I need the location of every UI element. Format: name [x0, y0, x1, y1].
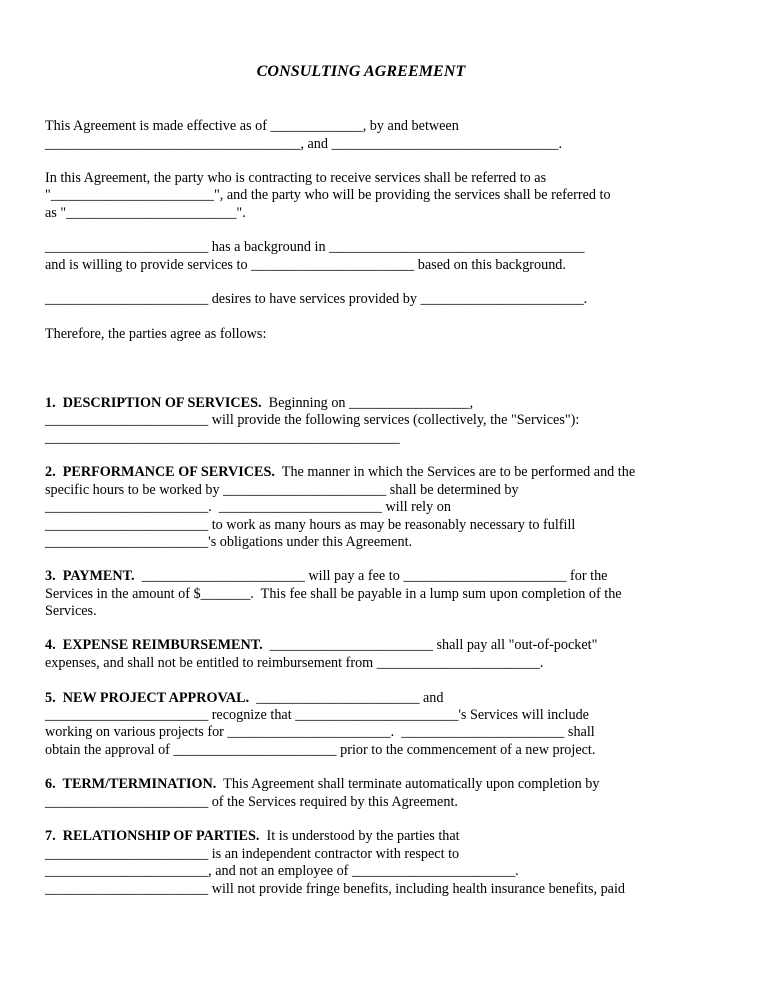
section-2-line-3: _______________________. _______________________ will rely on [45, 499, 451, 515]
section-2-line-2: specific hours to be worked by _______________________ shall be determined by [45, 482, 519, 498]
document-title: CONSULTING AGREEMENT [256, 63, 466, 80]
section-1-line-1 [45, 395, 473, 412]
section-4-line-1 [45, 637, 597, 654]
section-5-line-1 [45, 690, 443, 707]
section-7-heading: 7. RELATIONSHIP OF PARTIES. [45, 828, 260, 844]
section-2-line-5: _______________________'s obligations under this Agreement. [45, 534, 413, 550]
section-1-line-2: _______________________ will provide the following services (collectively, the "Services"): [45, 412, 580, 428]
background-line-1: _______________________ has a background in ____________________________________ [45, 239, 585, 255]
section-6-line-2: _______________________ of the Services required by this Agreement. [45, 794, 458, 810]
section-5-line-4: obtain the approval of _______________________ prior to the commencement of a new project. [45, 742, 596, 758]
section-7-text: It is understood by the parties that [259, 828, 460, 844]
parties-line-2: "_______________________", and the party who will be providing the services shall be referred to [45, 187, 611, 203]
section-5-heading: 5. NEW PROJECT APPROVAL. [45, 690, 250, 706]
section-5-line-3: working on various projects for _______________________. _______________________ shall [45, 724, 595, 740]
section-1-heading: 1. DESCRIPTION OF SERVICES. [45, 395, 262, 411]
section-1-text: Beginning on _________________, [261, 395, 474, 411]
section-4-heading: 4. EXPENSE REIMBURSEMENT. [45, 637, 263, 653]
parties-line-3: as "________________________". [45, 205, 246, 221]
section-3-line-1 [45, 568, 607, 585]
section-2-text: The manner in which the Services are to be performed and the [274, 464, 636, 480]
section-3-line-3: Services. [45, 603, 97, 619]
section-7-line-1 [45, 828, 460, 845]
section-6-line-1 [45, 776, 599, 793]
section-6-text: This Agreement shall terminate automatically upon completion by [216, 776, 600, 792]
section-2-line-1 [45, 464, 635, 481]
section-2-heading: 2. PERFORMANCE OF SERVICES. [45, 464, 275, 480]
section-3-text: _______________________ will pay a fee to _______________________ for the [134, 568, 608, 584]
parties-line-1: In this Agreement, the party who is contracting to receive services shall be referred to as [45, 170, 547, 186]
section-2-line-4: _______________________ to work as many hours as may be reasonably necessary to fulfill [45, 517, 576, 533]
therefore-line: Therefore, the parties agree as follows: [45, 326, 267, 342]
section-5-text: _______________________ and [249, 690, 444, 706]
section-7-line-2: _______________________ is an independent contractor with respect to [45, 846, 460, 862]
desire-line: _______________________ desires to have services provided by _______________________. [45, 291, 588, 307]
section-7-line-3: _______________________, and not an employee of _______________________. [45, 863, 519, 879]
intro-line-1: This Agreement is made effective as of _____________, by and between [45, 118, 459, 134]
background-line-2: and is willing to provide services to _______________________ based on this background. [45, 257, 566, 273]
section-4-line-2: expenses, and shall not be entitled to reimbursement from _______________________. [45, 655, 544, 671]
section-6-heading: 6. TERM/TERMINATION. [45, 776, 217, 792]
section-5-line-2: _______________________ recognize that _______________________'s Services will include [45, 707, 589, 723]
intro-line-2: ____________________________________, and ________________________________. [45, 136, 563, 152]
section-3-line-2: Services in the amount of $_______. This fee shall be payable in a lump sum upon completion of the [45, 586, 622, 602]
section-1-line-3: __________________________________________________ [45, 430, 400, 446]
section-4-text: _______________________ shall pay all "out-of-pocket" [262, 637, 598, 653]
section-7-line-4: _______________________ will not provide fringe benefits, including health insurance benefits, paid [45, 881, 625, 897]
section-3-heading: 3. PAYMENT. [45, 568, 135, 584]
